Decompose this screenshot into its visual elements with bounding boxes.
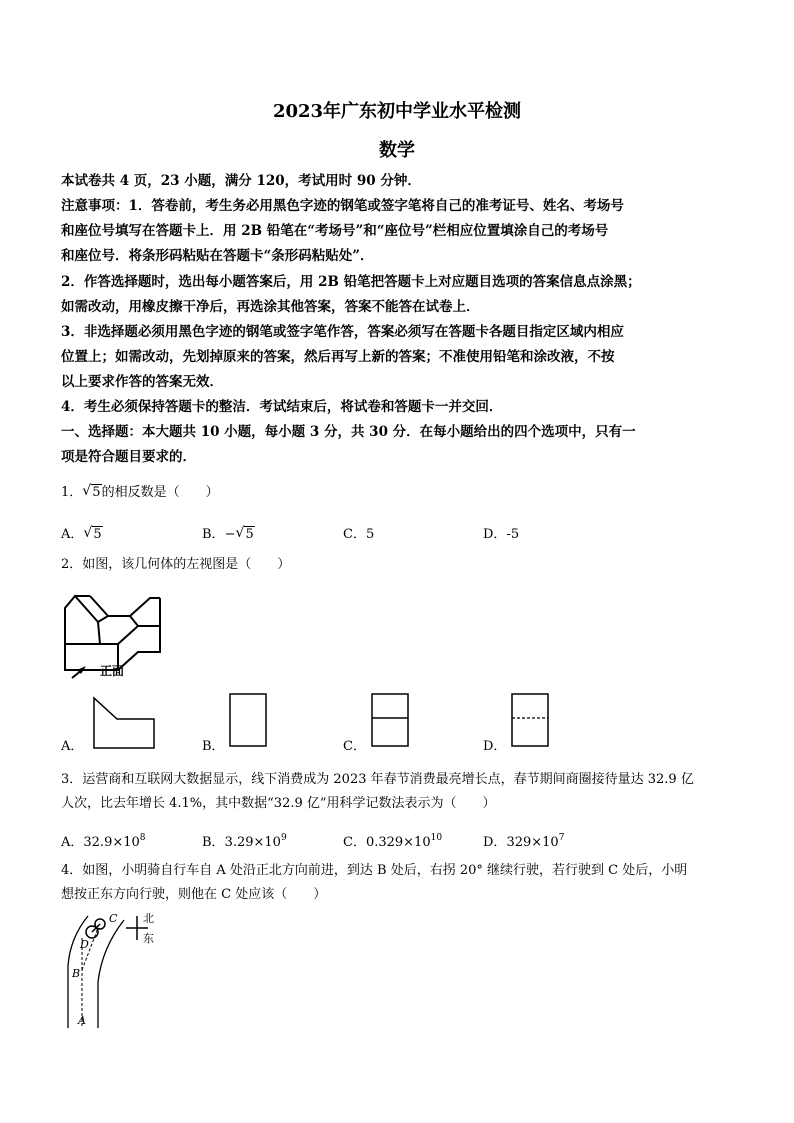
q1-option-d[interactable]: D．-5	[483, 527, 520, 542]
notice-2a: 2．作答选择题时，选出每小题答案后，用 2B 铅笔把答题卡上对应题目选项的答案信息点涂黑；	[61, 274, 641, 290]
exam-subject: 数学	[379, 140, 415, 161]
q3-option-a-exponent: 8	[139, 833, 146, 843]
question-1-stem	[61, 484, 751, 502]
q3-option-d-exponent: 7	[558, 833, 565, 843]
sqrt-symbol: √ 5	[83, 525, 102, 542]
q1-prefix: 1．	[61, 485, 83, 500]
q2-option-b-view	[229, 693, 267, 747]
q2-option-d[interactable]: D．	[483, 739, 507, 754]
label-east: 东	[143, 932, 154, 945]
q3-option-c-exponent: 10	[430, 833, 443, 843]
section-heading-b: 项是符合题目要求的．	[61, 449, 196, 465]
q2-option-c[interactable]: C．	[343, 739, 366, 754]
solid-outline	[65, 596, 160, 670]
q3-option-c-label: C．	[343, 835, 366, 850]
q3-option-d[interactable]	[483, 829, 564, 852]
question-3-stem-b: 人次，比去年增长 4.1%，其中数据“32.9 亿”用科学记数法表示为（ ）	[61, 796, 496, 811]
notice-3c: 以上要求作答的答案无效．	[61, 374, 223, 390]
exam-title: 2023年广东初中学业水平检测	[272, 101, 522, 122]
section-heading-a: 一、选择题：本大题共 10 小题，每小题 3 分，共 30 分．在每小题给出的四个选项中，只有一	[61, 424, 636, 440]
q3-option-b-exponent: 9	[280, 833, 287, 843]
q3-option-b-label: B．	[202, 835, 225, 850]
question-3-stem-a: 3．运营商和互联网大数据显示，线下消费成为 2023 年春节消费最亮增长点，春节期间商圈接待量达 32.9 亿	[61, 772, 694, 787]
label-a: A	[78, 1014, 86, 1027]
q1-option-a-radicand: 5	[93, 527, 102, 542]
q3-option-c[interactable]	[343, 829, 442, 852]
q1-option-b-label: B．	[202, 527, 225, 542]
q1-radicand: 5	[92, 485, 101, 500]
intro-line: 本试卷共 4 页，23 小题，满分 120，考试用时 90 分钟．	[61, 173, 421, 189]
sqrt-symbol: √ 5	[235, 525, 254, 542]
q3-option-b-base: 3.29×10	[224, 835, 281, 850]
notice-1b: 和座位号填写在答题卡上．用 2B 铅笔在“考场号”和“座位号”栏相应位置填涂自己的考场号	[61, 223, 609, 239]
q2-option-d-view	[511, 693, 549, 747]
question-4-stem-a: 4．如图，小明骑自行车自 A 处沿正北方向前进，到达 B 处后，右拐 20° 继续行驶，若行驶到 C 处后，小明	[61, 863, 688, 878]
q1-option-c[interactable]: C．5	[343, 527, 375, 542]
q1-option-b-sign: −	[224, 527, 236, 542]
q3-option-d-base: 329×10	[506, 835, 559, 850]
notice-2b: 如需改动，用橡皮擦干净后，再选涂其他答案，答案不能答在试卷上．	[61, 299, 480, 315]
q2-option-a[interactable]: A．	[61, 739, 84, 754]
notice-1c: 和座位号．将条形码粘贴在答题卡“条形码粘贴处”．	[61, 248, 374, 264]
q2-option-a-view	[93, 697, 155, 749]
question-4-stem-b: 想按正东方向行驶，则他在 C 处应该（ ）	[61, 887, 327, 902]
notice-3a: 3．非选择题必须用黑色字迹的钢笔或签字笔作答，答案必须写在答题卡各题目指定区域内相应	[61, 324, 624, 340]
q1-option-b[interactable]	[202, 526, 255, 544]
q3-option-a-base: 32.9×10	[83, 835, 140, 850]
label-c: C	[109, 912, 118, 925]
q3-option-b[interactable]	[202, 829, 287, 852]
q3-option-d-label: D．	[483, 835, 507, 850]
q3-option-a[interactable]	[61, 829, 146, 852]
label-d: D	[80, 938, 89, 951]
front-arrow	[72, 666, 86, 678]
q3-option-c-base: 0.329×10	[365, 835, 431, 850]
q2-option-c-view	[371, 693, 409, 747]
question-2-stem: 2．如图，该几何体的左视图是（ ）	[61, 557, 291, 572]
q1-suffix: 的相反数是（ ）	[101, 485, 219, 500]
sqrt-symbol: √ 5	[82, 483, 101, 500]
label-b: B	[72, 967, 81, 980]
front-label: 正面	[100, 664, 125, 678]
q2-option-b[interactable]: B．	[202, 739, 225, 754]
notice-1a: 注意事项：1．答卷前，考生务必用黑色字迹的钢笔或签字笔将自己的准考证号、姓名、考场号	[61, 198, 624, 214]
q1-option-a-label: A．	[61, 527, 84, 542]
notice-3b: 位置上；如需改动，先划掉原来的答案，然后再写上新的答案；不准使用铅笔和涂改液，不按	[61, 349, 615, 365]
q1-option-a[interactable]	[61, 526, 103, 544]
q3-option-a-label: A．	[61, 835, 84, 850]
notice-4: 4．考生必须保持答题卡的整洁．考试结束后，将试卷和答题卡一并交回．	[61, 399, 503, 415]
q1-option-b-radicand: 5	[245, 527, 254, 542]
label-north: 北	[143, 912, 154, 925]
